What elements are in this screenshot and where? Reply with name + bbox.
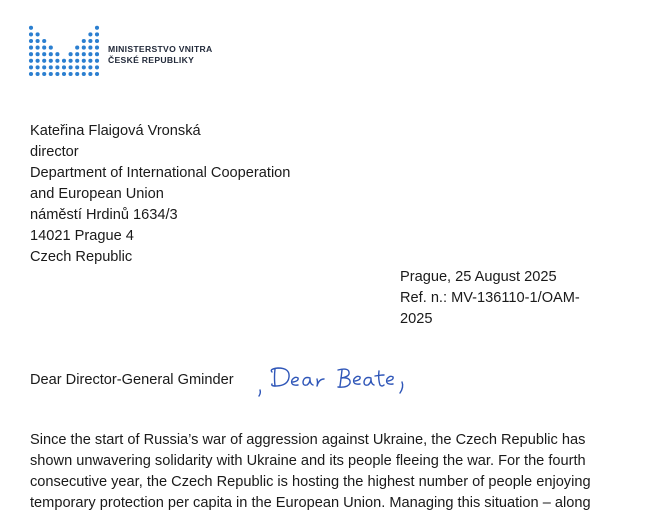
logo-dot [62, 59, 66, 63]
logo-dot [42, 72, 46, 76]
reference-number-line-2: 2025 [400, 311, 433, 327]
logo-dot [36, 46, 40, 50]
sender-name: Kateřina Flaigová Vronská [30, 123, 201, 139]
logo-dot [36, 59, 40, 63]
logo-dot [55, 52, 59, 56]
logo-dot [42, 65, 46, 69]
sender-street: náměstí Hrdinů 1634/3 [30, 207, 178, 223]
place-date: Prague, 25 August 2025 [400, 269, 557, 285]
logo-dot [95, 65, 99, 69]
logo-dot [75, 52, 79, 56]
logo-dot [82, 39, 86, 43]
logo-dot [36, 52, 40, 56]
logo-dot [75, 65, 79, 69]
logo-dot [55, 65, 59, 69]
sender-address-block [30, 121, 290, 268]
logo-dot [88, 46, 92, 50]
sender-country: Czech Republic [30, 249, 133, 265]
logo-dot [69, 52, 73, 56]
sender-city: 14021 Prague 4 [30, 228, 134, 244]
sender-title: director [30, 144, 79, 160]
logo-dot [88, 65, 92, 69]
body-line-4: temporary protection per capita in the European Union. Managing this situation – along [30, 495, 591, 511]
logo-dot [36, 39, 40, 43]
logo-dot [62, 72, 66, 76]
logo-dot [29, 65, 33, 69]
ministry-logo-icon [27, 25, 101, 77]
logo-dot [95, 59, 99, 63]
logo-dot [75, 72, 79, 76]
logo-dot [29, 59, 33, 63]
logo-dot [29, 52, 33, 56]
body-paragraph [30, 430, 635, 514]
logo-dot [82, 72, 86, 76]
logo-dot [49, 72, 53, 76]
logo-dot [88, 32, 92, 36]
letterhead-line-2: ČESKÉ REPUBLIKY [108, 54, 195, 65]
logo-dot [29, 26, 33, 30]
logo-dot [88, 52, 92, 56]
logo-dot [49, 46, 53, 50]
logo-dot [75, 46, 79, 50]
letterhead-line-1: MINISTERSTVO VNITRA [108, 44, 213, 54]
date-reference-block [400, 267, 580, 330]
logo-dot [49, 59, 53, 63]
logo-dot [42, 59, 46, 63]
logo-dot [82, 52, 86, 56]
logo-dot [55, 59, 59, 63]
logo-dot [49, 65, 53, 69]
logo-dot [42, 39, 46, 43]
logo-dot [75, 59, 79, 63]
logo-dot [82, 65, 86, 69]
body-line-2: shown unwavering solidarity with Ukraine and its people fleeing the war. For the fourth [30, 453, 586, 469]
logo-dot [82, 59, 86, 63]
logo-dot [95, 46, 99, 50]
salutation-typed: Dear Director-General Gminder [30, 372, 234, 388]
body-line-3: consecutive year, the Czech Republic is hosting the highest number of people enjoying [30, 474, 591, 490]
logo-dot [29, 32, 33, 36]
sender-department-line-2: and European Union [30, 186, 164, 202]
logo-dot [42, 52, 46, 56]
logo-dot [49, 52, 53, 56]
logo-dot [69, 59, 73, 63]
logo-dot [95, 26, 99, 30]
logo-dot [88, 72, 92, 76]
logo-dot [62, 65, 66, 69]
logo-dot [55, 72, 59, 76]
logo-dot [69, 72, 73, 76]
logo-dot [88, 59, 92, 63]
handwritten-salutation [258, 360, 418, 404]
logo-dot [29, 46, 33, 50]
logo-dot [36, 65, 40, 69]
logo-dot [29, 39, 33, 43]
sender-department-line-1: Department of International Cooperation [30, 165, 291, 181]
logo-dot [69, 65, 73, 69]
logo-dot [36, 72, 40, 76]
logo-dot [29, 72, 33, 76]
body-line-1: Since the start of Russia’s war of aggression against Ukraine, the Czech Republic has [30, 432, 586, 448]
logo-dot [95, 32, 99, 36]
logo-dot [88, 39, 92, 43]
logo-dot [42, 46, 46, 50]
logo-dot [36, 32, 40, 36]
logo-dot [95, 72, 99, 76]
logo-dot [82, 46, 86, 50]
logo-dot [95, 52, 99, 56]
letterhead-text [108, 44, 213, 65]
logo-dot [95, 39, 99, 43]
reference-number-line-1: Ref. n.: MV-136110-1/OAM- [400, 290, 580, 306]
